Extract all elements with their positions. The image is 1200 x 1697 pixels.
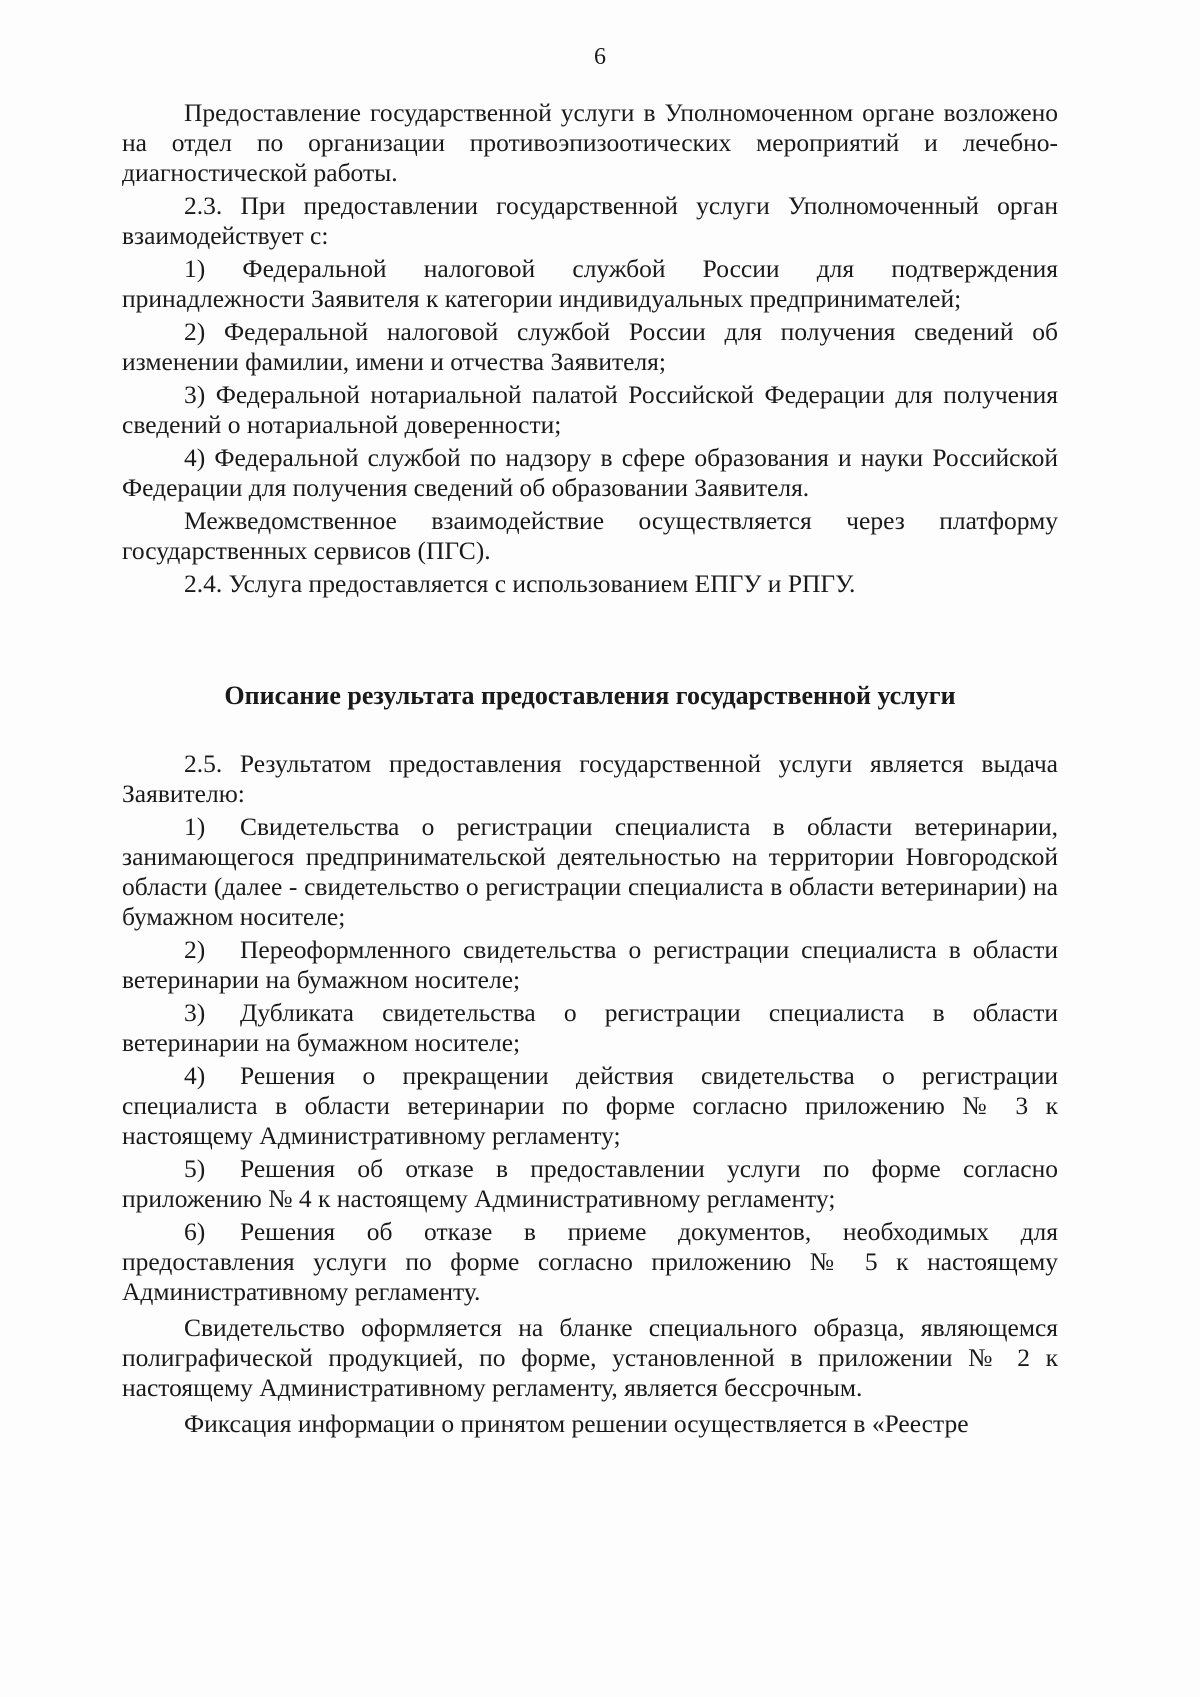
paragraph-responsible-department: Предоставление государственной услуги в Уполномоченном органе возложено на отдел по организации противоэпизоотических мероприятий и лечебно-диагностической работы. bbox=[122, 98, 1058, 187]
result-item-number: 4) bbox=[184, 1061, 206, 1090]
paragraph-2-4: 2.4. Услуга предоставляется с использованием ЕПГУ и РПГУ. bbox=[184, 569, 856, 598]
page-number: 6 bbox=[594, 44, 606, 70]
result-item bbox=[122, 1154, 1058, 1214]
result-item-number: 1) bbox=[184, 812, 206, 841]
result-item-text: Решения об отказе в предоставлении услуги по форме согласно приложению № 4 к настоящему Административному регламенту; bbox=[122, 1154, 1058, 1213]
result-item bbox=[122, 1217, 1058, 1307]
paragraph-2-3: 2.3. При предоставлении государственной услуги Уполномоченный орган взаимодействует с: bbox=[122, 191, 1058, 250]
result-item bbox=[122, 935, 1058, 995]
result-item-number: 2) bbox=[184, 935, 206, 964]
paragraph-certificate-form: Свидетельство оформляется на бланке специального образца, являющемся полиграфической продукцией, по форме, установленной в приложении № 2 к настоящему Административному регламенту, является бессрочным. bbox=[122, 1313, 1058, 1402]
result-item-text: Решения о прекращении действия свидетельства о регистрации специалиста в области ветеринарии по форме согласно приложению № 3 к настоящему Административному регламенту; bbox=[122, 1061, 1058, 1150]
result-item-text: Переоформленного свидетельства о регистрации специалиста в области ветеринарии на бумажном носителе; bbox=[122, 935, 1058, 994]
result-item bbox=[122, 998, 1058, 1058]
list-item-fns-ip: 1) Федеральной налоговой службой России для подтверждения принадлежности Заявителя к категории индивидуальных предпринимателей; bbox=[122, 254, 1058, 313]
result-item bbox=[122, 812, 1058, 932]
document-body bbox=[122, 98, 1058, 1442]
result-item bbox=[122, 1061, 1058, 1151]
paragraph-interagency: Межведомственное взаимодействие осуществляется через платформу государственных сервисов (ПГС). bbox=[122, 506, 1058, 565]
paragraph-2-5: 2.5. Результатом предоставления государственной услуги является выдача Заявителю: bbox=[122, 749, 1058, 808]
section-heading: Описание результата предоставления государственной услуги bbox=[224, 681, 956, 710]
list-item-fns-name-change: 2) Федеральной налоговой службой России для получения сведений об изменении фамилии, имени и отчества Заявителя; bbox=[122, 317, 1058, 376]
result-item-number: 5) bbox=[184, 1154, 206, 1183]
result-item-text: Свидетельства о регистрации специалиста в области ветеринарии, занимающегося предпринимательской деятельностью на территории Новгородской области (далее - свидетельство о регистрации специалиста в области ветеринарии) на бумажном носителе; bbox=[122, 812, 1058, 931]
list-item-notary-chamber: 3) Федеральной нотариальной палатой Российской Федерации для получения сведений о нотариальной доверенности; bbox=[122, 380, 1058, 439]
result-item-text: Дубликата свидетельства о регистрации специалиста в области ветеринарии на бумажном носителе; bbox=[122, 998, 1058, 1057]
list-item-rosobrnadzor: 4) Федеральной службой по надзору в сфере образования и науки Российской Федерации для получения сведений об образовании Заявителя. bbox=[122, 443, 1058, 502]
result-item-number: 3) bbox=[184, 998, 206, 1027]
paragraph-decision-registry: Фиксация информации о принятом решении осуществляется в «Реестре bbox=[184, 1409, 969, 1438]
result-item-text: Решения об отказе в приеме документов, необходимых для предоставления услуги по форме согласно приложению № 5 к настоящему Административному регламенту. bbox=[122, 1217, 1058, 1306]
result-item-number: 6) bbox=[184, 1217, 206, 1246]
